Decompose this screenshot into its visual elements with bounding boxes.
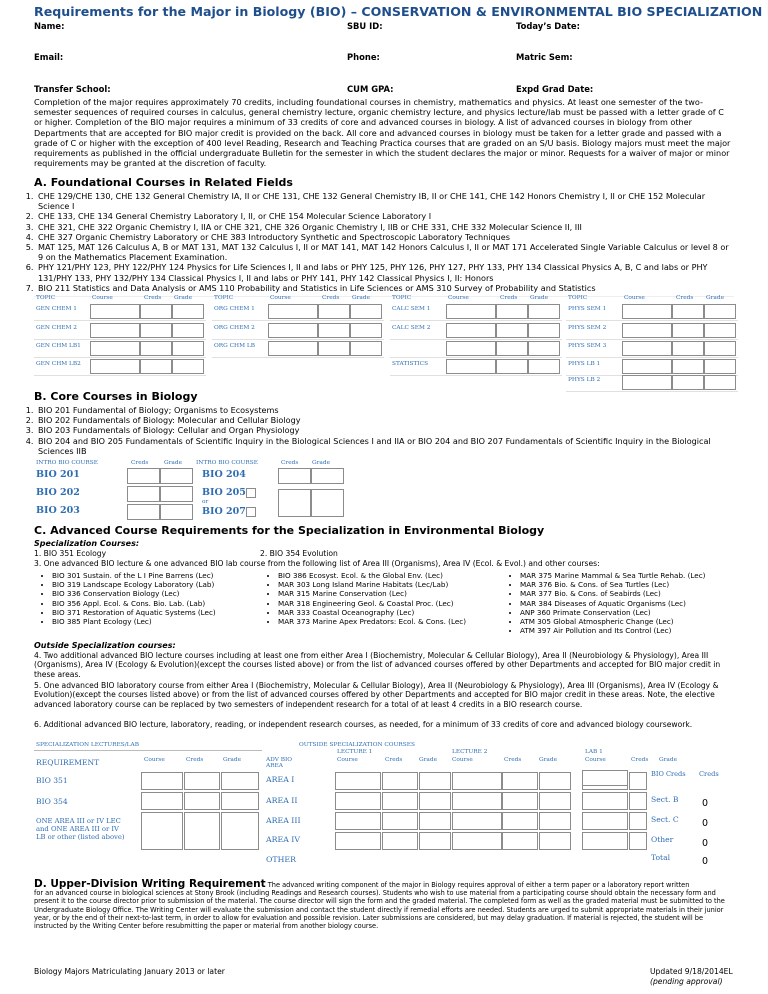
grid-input-box[interactable] bbox=[90, 304, 140, 319]
grade-box[interactable] bbox=[311, 468, 344, 484]
grid-input-box[interactable] bbox=[318, 304, 350, 319]
table-input-box[interactable] bbox=[502, 812, 538, 830]
other-sum-value: 0 bbox=[702, 838, 709, 849]
intro-paragraph: Completion of the major requires approximately 70 credits, including foundational courses in chemistry, mathematics and physics. At least one semester of the two-semester sequences of required courses in calculus, general chemistry lecture, organic chemistry lecture, and physics lecture/lab must be passed with a letter grade of C or higher. Completion of the BIO major requires a minimum of 33 credits of core and advanced courses in biology. A list of advanced courses in biology from other Departments that are accepted for BIO major credit is provided on the back. All core and advanced courses in biology must be taken for a letter grade and passed with a grade of C or higher with the exception of 400 level Reading, Research and Teaching Practica courses that are graded on an S/U basis. Biology majors must meet the major requirements as published in the official undergraduate Bulletin for the semester in which the student declares the major or minor. Requests for a waiver of major or minor requirements may be granted at the discretion of faculty. bbox=[34, 97, 731, 169]
table-input-box[interactable] bbox=[419, 812, 451, 830]
list-item: 1. CHE 129/CHE 130, CHE 132 General Chemistry IA, II or CHE 131, CHE 132 General Chemistry IB, II or CHE 141, CHE 142 Honors Chemistry I, II or CHE 152 Molecular Science I bbox=[36, 191, 734, 211]
spec-header-rule bbox=[34, 750, 262, 751]
core-course-bio203: BIO 203 bbox=[36, 505, 80, 516]
grid-input-box[interactable] bbox=[704, 359, 736, 374]
grade-box[interactable] bbox=[160, 486, 193, 502]
grid-input-box[interactable] bbox=[528, 304, 560, 319]
area-ii-label: AREA II bbox=[266, 796, 298, 805]
spec-course-2: 2. BIO 354 Evolution bbox=[260, 549, 338, 558]
grid-input-box[interactable] bbox=[318, 323, 350, 338]
sect-b-label: Sect. B bbox=[651, 795, 679, 804]
list-item: • MAR 384 Diseases of Aquatic Organisms (Lec) bbox=[520, 599, 750, 608]
table-input-box[interactable] bbox=[221, 772, 259, 790]
row-divider bbox=[390, 339, 562, 340]
table-input-box[interactable] bbox=[502, 792, 538, 810]
section-d-text: for an advanced course in biological sciences at Stony Brook (including Readings and Research courses). Students who wish to use material from a participating course should obtain the necessary form and present it to the course director prior to submission of the material. The course director will sign the form and the graded material. The completed form as well as the graded material must be submitted to the Undergraduate Biology Office. The Writing Center will evaluate the submission and contact the student directly if remedial efforts are needed. Students are urged to submit appropriate materials in their junior year, or by the end of their next-to-last term, in order to allow for evaluation and possible revision. Later submissions are considered, but may delay graduation. If material is rejected, the student will be instructed by the Writing Center before resubmitting the paper or material from another biology course. bbox=[34, 889, 725, 931]
topic-header: TOPIC bbox=[392, 295, 412, 301]
grade-header: Grade bbox=[659, 757, 677, 763]
topic-label: PHYS SEM 1 bbox=[568, 306, 607, 312]
course-list-3 bbox=[510, 571, 750, 635]
table-input-box[interactable] bbox=[184, 772, 220, 790]
list-item: • BIO 356 Appl. Ecol. & Cons. Bio. Lab. (Lab) bbox=[52, 599, 272, 608]
cum-gpa-label: CUM GPA: bbox=[347, 84, 394, 94]
list-item: • MAR 377 Bio. & Cons. of Seabirds (Lec) bbox=[520, 589, 750, 598]
list-item: • MAR 333 Coastal Oceanography (Lec) bbox=[278, 608, 518, 617]
bio-creds-label: BIO Creds bbox=[651, 770, 686, 778]
section-c-heading: C. Advanced Course Requirements for the Specialization in Environmental Biology bbox=[34, 524, 545, 537]
row-divider bbox=[212, 339, 384, 340]
course-list-2 bbox=[268, 571, 518, 626]
grade-header: Grade bbox=[419, 757, 437, 763]
table-input-box[interactable] bbox=[539, 772, 571, 790]
topic-label: PHYS SEM 3 bbox=[568, 343, 607, 349]
list-item: • MAR 375 Marine Mammal & Sea Turtle Rehab. (Lec) bbox=[520, 571, 750, 580]
creds-header: Creds bbox=[322, 295, 340, 301]
grid-input-box[interactable] bbox=[672, 304, 704, 319]
lecture1-header: LECTURE 1 bbox=[337, 749, 373, 755]
list-item: 4. CHE 327 Organic Chemistry Laboratory or CHE 383 Introductory Synthetic and Spectroscopic Laboratory Techniques bbox=[36, 232, 734, 242]
adv-bio-area-header: ADV BIO AREA bbox=[266, 757, 293, 769]
other-sum-label: Other bbox=[651, 835, 674, 844]
grid-input-box[interactable] bbox=[140, 304, 172, 319]
req-bio351: BIO 351 bbox=[36, 776, 68, 785]
core-course-bio207: BIO 207 bbox=[202, 506, 246, 517]
list-item: • ATM 305 Global Atmospheric Change (Lec) bbox=[520, 617, 750, 626]
creds-box[interactable] bbox=[127, 468, 160, 484]
table-input-box[interactable] bbox=[539, 792, 571, 810]
grid-input-box[interactable] bbox=[496, 304, 528, 319]
list-item: • BIO 385 Plant Ecology (Lec) bbox=[52, 617, 272, 626]
grid-input-box[interactable] bbox=[528, 359, 560, 374]
row-divider bbox=[566, 320, 738, 321]
grade-header: Grade bbox=[352, 295, 370, 301]
table-input-box[interactable] bbox=[419, 792, 451, 810]
table-input-box[interactable] bbox=[539, 832, 571, 850]
course-header: Course bbox=[270, 295, 291, 301]
row-divider bbox=[566, 339, 738, 340]
grade-header-1: Grade bbox=[164, 460, 182, 466]
table-input-box[interactable] bbox=[539, 812, 571, 830]
section-d-heading: D. Upper-Division Writing Requirement bbox=[34, 878, 266, 890]
row-divider bbox=[390, 357, 562, 358]
grad-date-label: Expd Grad Date: bbox=[516, 84, 594, 94]
grid-input-box[interactable] bbox=[446, 304, 496, 319]
list-item: • MAR 373 Marine Apex Predators: Ecol. & Cons. (Lec) bbox=[278, 617, 518, 626]
creds-box[interactable] bbox=[278, 489, 311, 517]
grid-input-box[interactable] bbox=[446, 359, 496, 374]
table-input-box[interactable] bbox=[582, 770, 628, 786]
grid-input-box[interactable] bbox=[350, 341, 382, 356]
table-input-box[interactable] bbox=[419, 772, 451, 790]
grid-input-box[interactable] bbox=[172, 304, 204, 319]
section-b-list bbox=[22, 405, 734, 456]
section-a-heading: A. Foundational Courses in Related Fields bbox=[34, 176, 293, 189]
table-input-box[interactable] bbox=[502, 772, 538, 790]
grade-header: Grade bbox=[174, 295, 192, 301]
list-item: 3. CHE 321, CHE 322 Organic Chemistry I, IIA or CHE 321, CHE 326 Organic Chemistry I, IIB or CHE 331, CHE 332 Molecular Science II, III bbox=[36, 222, 734, 232]
grid-input-box[interactable] bbox=[528, 323, 560, 338]
topic-label: CALC SEM 2 bbox=[392, 325, 431, 331]
list-item: 3. BIO 203 Fundamentals of Biology: Cellular and Organ Physiology bbox=[36, 425, 734, 435]
todays-date-label: Today’s Date: bbox=[516, 21, 580, 31]
topic-label: PHYS LB 1 bbox=[568, 361, 601, 367]
grid-input-box[interactable] bbox=[528, 341, 560, 356]
list-item: • MAR 315 Marine Conservation (Lec) bbox=[278, 589, 518, 598]
requirement-header: REQUIREMENT bbox=[36, 758, 100, 767]
topic-label: CALC SEM 1 bbox=[392, 306, 431, 312]
list-item: • MAR 303 Long Island Marine Habitats (Lec/Lab) bbox=[278, 580, 518, 589]
table-input-box[interactable] bbox=[335, 792, 381, 810]
footer-pending: (pending approval) bbox=[650, 977, 723, 986]
course-header: Course bbox=[144, 757, 165, 763]
transfer-school-label: Transfer School: bbox=[34, 84, 111, 94]
intro-bio-header-1: INTRO BIO COURSE bbox=[36, 460, 98, 466]
core-course-bio202: BIO 202 bbox=[36, 487, 80, 498]
grid-input-box[interactable] bbox=[704, 341, 736, 356]
row-divider bbox=[212, 320, 384, 321]
row-divider bbox=[34, 375, 206, 376]
sect-c-value: 0 bbox=[702, 818, 709, 829]
list-item: • MAR 376 Bio. & Cons. of Sea Turtles (Lec) bbox=[520, 580, 750, 589]
table-input-box[interactable] bbox=[419, 832, 451, 850]
outside-label: Outside Specialization courses: bbox=[34, 641, 176, 650]
creds-header-1: Creds bbox=[131, 460, 149, 466]
list-item: • BIO 371 Restoration of Aquatic Systems (Lec) bbox=[52, 608, 272, 617]
core-table bbox=[34, 459, 334, 519]
table-input-box[interactable] bbox=[382, 832, 418, 850]
creds-box[interactable] bbox=[127, 486, 160, 502]
creds-header: Creds bbox=[385, 757, 403, 763]
spec-header: SPECIALIZATION LECTURES/LAB bbox=[36, 742, 139, 748]
bio207-checkbox[interactable] bbox=[246, 507, 256, 517]
table-input-box[interactable] bbox=[502, 832, 538, 850]
row-divider bbox=[34, 357, 206, 358]
core-course-bio201: BIO 201 bbox=[36, 469, 80, 480]
creds-header: Creds bbox=[186, 757, 204, 763]
grid-input-box[interactable] bbox=[350, 323, 382, 338]
course-header: Course bbox=[448, 295, 469, 301]
row-divider bbox=[34, 339, 206, 340]
specialization-label: Specialization Courses: bbox=[34, 539, 140, 548]
table-input-box[interactable] bbox=[221, 812, 259, 850]
table-input-box[interactable] bbox=[141, 772, 183, 790]
topic-label: GEN CHM LB2 bbox=[36, 361, 81, 367]
grid-input-box[interactable] bbox=[90, 341, 140, 356]
topic-label: PHYS SEM 2 bbox=[568, 325, 607, 331]
grid-input-box[interactable] bbox=[704, 304, 736, 319]
creds-col-label: Creds bbox=[699, 770, 719, 778]
grid-input-box[interactable] bbox=[672, 359, 704, 374]
area-iv-label: AREA IV bbox=[266, 835, 301, 844]
topic-label: ORG CHM LB bbox=[214, 343, 255, 349]
list-item: 7. BIO 211 Statistics and Data Analysis or AMS 110 Probability and Statistics in Life Sciences or AMS 310 Survey of Probability and Statistics bbox=[36, 283, 734, 293]
course-header: Course bbox=[337, 757, 358, 763]
sect-c-label: Sect. C bbox=[651, 815, 679, 824]
grade-header: Grade bbox=[706, 295, 724, 301]
row-divider bbox=[390, 375, 562, 376]
topic-label: GEN CHEM 2 bbox=[36, 325, 77, 331]
name-label: Name: bbox=[34, 21, 65, 31]
list-item: 5. MAT 125, MAT 126 Calculus A, B or MAT 131, MAT 132 Calculus I, II or MAT 141, MAT 142 Honors Calculus I, II or MAT 171 Accelerated Single Variable Calculus or level 8 or 9 on the Mathematics Placement Examination. bbox=[36, 242, 734, 262]
row-divider bbox=[566, 391, 738, 392]
spec-course-3: 3. One advanced BIO lecture & one advanced BIO lab course from the following list of Area III (Organisms), Area IV (Ecol. & Evol.) and other courses: bbox=[34, 559, 600, 568]
area-i-label: AREA I bbox=[266, 775, 295, 784]
topic-label: STATISTICS bbox=[392, 361, 429, 367]
spec-course-1: 1. BIO 351 Ecology bbox=[34, 549, 107, 558]
topic-label: PHYS LB 2 bbox=[568, 377, 601, 383]
outside-header: OUTSIDE SPECIALIZATION COURSES bbox=[299, 742, 415, 748]
grid-input-box[interactable] bbox=[172, 341, 204, 356]
section-b-heading: B. Core Courses in Biology bbox=[34, 390, 198, 403]
matric-sem-label: Matric Sem: bbox=[516, 52, 573, 62]
grid-input-box[interactable] bbox=[172, 323, 204, 338]
table-input-box[interactable] bbox=[629, 772, 647, 790]
table-input-box[interactable] bbox=[141, 812, 183, 850]
list-item: • BIO 336 Conservation Biology (Lec) bbox=[52, 589, 272, 598]
grid-input-box[interactable] bbox=[172, 359, 204, 374]
total-label: Total bbox=[651, 853, 671, 862]
requirement-5: 5. One advanced BIO laboratory course from either Area I (Biochemistry, Molecular & Cellular Biology), Area II (Neurobiology & Physiology), Area III (Organisms), Area IV (Ecology & Evolution)(except the courses listed above) or from the list of advanced courses offered by other Departments and accepted for BIO major credit in these areas. Note, the elective advanced laboratory course can be replaced by two semesters of independent research for a total of at least 4 credits in a BIO research course. bbox=[34, 681, 719, 709]
grade-header-2: Grade bbox=[312, 460, 330, 466]
bio205-checkbox[interactable] bbox=[246, 488, 256, 498]
section-a-list bbox=[22, 191, 734, 293]
topic-header: TOPIC bbox=[214, 295, 234, 301]
list-item: 2. BIO 202 Fundamentals of Biology: Molecular and Cellular Biology bbox=[36, 415, 734, 425]
topic-label: GEN CHEM 1 bbox=[36, 306, 77, 312]
list-item: • BIO 301 Sustain. of the L I Pine Barrens (Lec) bbox=[52, 571, 272, 580]
lecture2-header: LECTURE 2 bbox=[452, 749, 488, 755]
table-input-box[interactable] bbox=[335, 772, 381, 790]
grid-input-box[interactable] bbox=[446, 323, 496, 338]
or-label: or bbox=[202, 499, 209, 505]
grid-input-box[interactable] bbox=[622, 304, 672, 319]
table-input-box[interactable] bbox=[452, 812, 502, 830]
table-input-box[interactable] bbox=[221, 792, 259, 810]
sect-b-value: 0 bbox=[702, 798, 709, 809]
grid-input-box[interactable] bbox=[318, 341, 350, 356]
grid-input-box[interactable] bbox=[268, 323, 318, 338]
creds-box[interactable] bbox=[278, 468, 311, 484]
sbu-id-label: SBU ID: bbox=[347, 21, 383, 31]
grid-input-box[interactable] bbox=[496, 323, 528, 338]
row-divider bbox=[212, 357, 384, 358]
course-header: Course bbox=[92, 295, 113, 301]
grid-input-box[interactable] bbox=[446, 341, 496, 356]
total-value: 0 bbox=[702, 856, 709, 867]
grid-input-box[interactable] bbox=[704, 375, 736, 390]
creds-box[interactable] bbox=[127, 504, 160, 520]
table-input-box[interactable] bbox=[582, 792, 628, 810]
other-label: OTHER bbox=[266, 855, 296, 864]
requirement-6: 6. Additional advanced BIO lecture, laboratory, reading, or independent research courses, as needed, for a minimum of 33 credits of core and advanced biology coursework. bbox=[34, 720, 693, 729]
requirement-4: 4. Two additional advanced BIO lecture courses including at least one from either Area I (Biochemistry, Molecular & Cellular Biology), Area II (Neurobiology & Physiology), Area III (Organisms), Area IV (Ecology & Evolution)(except the courses listed above) or from the list of advanced courses offered by other Departments and accepted for BIO major credit in these areas. bbox=[34, 651, 721, 679]
section-d-text-first: The advanced writing component of the major in Biology requires approval of either a term paper or a laboratory report written bbox=[267, 881, 690, 889]
grid-input-box[interactable] bbox=[140, 359, 172, 374]
list-item: • ANP 360 Primate Conservation (Lec) bbox=[520, 608, 750, 617]
table-input-box[interactable] bbox=[629, 812, 647, 830]
creds-header: Creds bbox=[500, 295, 518, 301]
grid-input-box[interactable] bbox=[350, 304, 382, 319]
course-header: Course bbox=[452, 757, 473, 763]
req-bio354: BIO 354 bbox=[36, 797, 68, 806]
footer-updated: Updated 9/18/2014EL bbox=[650, 967, 733, 976]
list-item: 4. BIO 204 and BIO 205 Fundamentals of Scientific Inquiry in the Biological Sciences I and IIA or BIO 204 and BIO 207 Fundamentals of Scientific Inquiry in the Biological Sciences IIB bbox=[36, 436, 734, 456]
grid-input-box[interactable] bbox=[672, 341, 704, 356]
table-input-box[interactable] bbox=[141, 792, 183, 810]
row-divider bbox=[390, 320, 562, 321]
table-input-box[interactable] bbox=[382, 812, 418, 830]
grade-header: Grade bbox=[539, 757, 557, 763]
grade-box[interactable] bbox=[160, 504, 193, 520]
list-item: • BIO 319 Landscape Ecology Laboratory (Lab) bbox=[52, 580, 272, 589]
topic-header: TOPIC bbox=[36, 295, 56, 301]
course-list-1 bbox=[42, 571, 272, 626]
list-item: • ATM 397 Air Pollution and Its Control (Lec) bbox=[520, 626, 750, 635]
topic-label: ORG CHEM 1 bbox=[214, 306, 255, 312]
grade-box[interactable] bbox=[311, 489, 344, 517]
grid-input-box[interactable] bbox=[496, 341, 528, 356]
table-input-box[interactable] bbox=[629, 792, 647, 810]
grid-input-box[interactable] bbox=[622, 359, 672, 374]
grade-box[interactable] bbox=[160, 468, 193, 484]
footer-left: Biology Majors Matriculating January 2013 or later bbox=[34, 967, 225, 976]
list-item: • BIO 386 Ecosyst. Ecol. & the Global Env. (Lec) bbox=[278, 571, 518, 580]
req-area-iii-iv: ONE AREA III or IV LEC and ONE AREA III or IV LB or other (listed above) bbox=[36, 817, 125, 842]
topic-label: GEN CHM LB1 bbox=[36, 343, 81, 349]
table-input-box[interactable] bbox=[452, 792, 502, 810]
grid-input-box[interactable] bbox=[90, 323, 140, 338]
grid-input-box[interactable] bbox=[496, 359, 528, 374]
creds-header: Creds bbox=[504, 757, 522, 763]
table-input-box[interactable] bbox=[335, 812, 381, 830]
table-input-box[interactable] bbox=[629, 832, 647, 850]
grid-input-box[interactable] bbox=[622, 323, 672, 338]
table-input-box[interactable] bbox=[452, 772, 502, 790]
row-divider bbox=[34, 320, 206, 321]
advanced-table bbox=[34, 742, 736, 867]
grid-input-box[interactable] bbox=[140, 323, 172, 338]
email-label: Email: bbox=[34, 52, 64, 62]
table-input-box[interactable] bbox=[452, 832, 502, 850]
grid-input-box[interactable] bbox=[90, 359, 140, 374]
grid-input-box[interactable] bbox=[268, 341, 318, 356]
list-item: • MAR 318 Engineering Geol. & Coastal Proc. (Lec) bbox=[278, 599, 518, 608]
grade-header: Grade bbox=[223, 757, 241, 763]
grid-input-box[interactable] bbox=[140, 341, 172, 356]
course-header: Course bbox=[585, 757, 606, 763]
creds-header: Creds bbox=[676, 295, 694, 301]
list-item: 6. PHY 121/PHY 123, PHY 122/PHY 124 Physics for Life Sciences I, II and labs or PHY 125, PHY 126, PHY 127, PHY 133, PHY 134 Classical Physics A, B, C and labs or PHY 131/PHY 133, PHY 132/PHY 134 Classical Physics I, II and labs or PHY 141, PHY 142 Classical Physics I, II: Honors bbox=[36, 262, 734, 282]
intro-bio-header-2: INTRO BIO COURSE bbox=[196, 460, 258, 466]
grid-input-box[interactable] bbox=[672, 323, 704, 338]
creds-header-2: Creds bbox=[281, 460, 299, 466]
grid-input-box[interactable] bbox=[672, 375, 704, 390]
creds-header: Creds bbox=[144, 295, 162, 301]
grid-input-box[interactable] bbox=[622, 341, 672, 356]
grid-input-box[interactable] bbox=[622, 375, 672, 390]
table-input-box[interactable] bbox=[184, 792, 220, 810]
list-item: 1. BIO 201 Fundamental of Biology; Organisms to Ecosystems bbox=[36, 405, 734, 415]
topic-header: TOPIC bbox=[568, 295, 588, 301]
grid-input-box[interactable] bbox=[704, 323, 736, 338]
table-input-box[interactable] bbox=[582, 812, 628, 830]
area-iii-label: AREA III bbox=[266, 816, 301, 825]
grade-header: Grade bbox=[530, 295, 548, 301]
topic-label: ORG CHEM 2 bbox=[214, 325, 255, 331]
list-item: 2. CHE 133, CHE 134 General Chemistry Laboratory I, II, or CHE 154 Molecular Science Laboratory I bbox=[36, 211, 734, 221]
core-course-bio204: BIO 204 bbox=[202, 469, 246, 480]
table-input-box[interactable] bbox=[582, 832, 628, 850]
table-input-box[interactable] bbox=[335, 832, 381, 850]
lab1-header: LAB 1 bbox=[585, 749, 603, 755]
phone-label: Phone: bbox=[347, 52, 380, 62]
table-input-box[interactable] bbox=[184, 812, 220, 850]
core-course-bio205: BIO 205 bbox=[202, 487, 246, 498]
table-input-box[interactable] bbox=[382, 772, 418, 790]
course-header: Course bbox=[624, 295, 645, 301]
grid-input-box[interactable] bbox=[268, 304, 318, 319]
section-d bbox=[34, 880, 738, 930]
creds-header: Creds bbox=[631, 757, 649, 763]
row-divider bbox=[566, 357, 738, 358]
page-title: Requirements for the Major in Biology (BIO) – CONSERVATION & ENVIRONMENTAL BIO SPECIALIZATION bbox=[34, 4, 763, 19]
table-input-box[interactable] bbox=[382, 792, 418, 810]
foundational-table bbox=[34, 296, 734, 386]
